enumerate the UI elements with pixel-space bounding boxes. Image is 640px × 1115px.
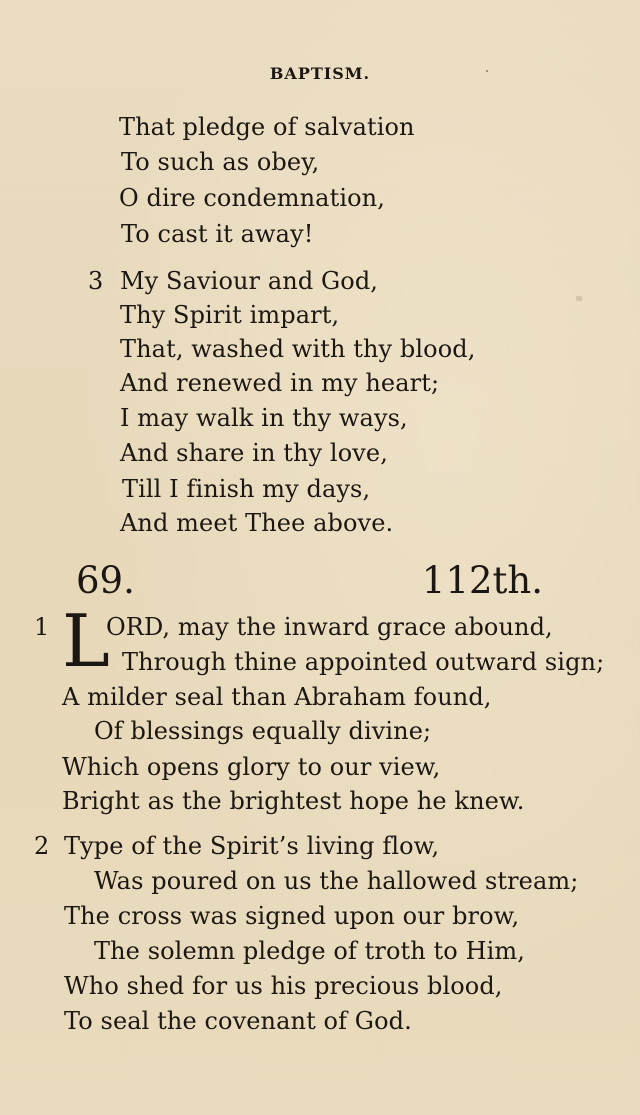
verse-line: Who shed for us his precious blood, <box>64 972 503 1000</box>
verse-line: Type of the Spirit’s living flow, <box>64 832 440 860</box>
verse-line: ORD, may the inward grace abound, <box>106 613 553 641</box>
verse-line: The solemn pledge of troth to Him, <box>94 937 525 965</box>
hymn-meter: 112th. <box>421 559 543 602</box>
verse-line: Through thine appointed outward sign; <box>122 648 605 676</box>
verse-line: To seal the covenant of God. <box>64 1007 412 1035</box>
verse-line: That pledge of salvation <box>119 113 415 141</box>
verse-line: Was poured on us the hallowed stream; <box>94 867 579 895</box>
stanza-number: 3 <box>88 267 104 295</box>
verse-line: Till I finish my days, <box>122 475 371 503</box>
verse-line: To cast it away! <box>121 220 314 248</box>
paper-speck <box>486 70 488 72</box>
verse-line: O dire condemnation, <box>119 184 385 212</box>
stanza-number: 1 <box>34 613 50 641</box>
verse-line: I may walk in thy ways, <box>120 404 408 432</box>
verse-line: My Saviour and God, <box>120 267 379 295</box>
drop-cap: L <box>62 599 110 683</box>
verse-line: And meet Thee above. <box>120 509 394 537</box>
verse-line: And renewed in my heart; <box>120 369 440 397</box>
verse-line: To such as obey, <box>121 148 320 176</box>
running-header: BAPTISM. <box>269 64 371 83</box>
stanza-number: 2 <box>34 832 50 860</box>
verse-line: Of blessings equally divine; <box>94 717 432 745</box>
verse-line: Thy Spirit impart, <box>120 301 340 329</box>
verse-line: The cross was signed upon our brow, <box>64 902 520 930</box>
verse-line: That, washed with thy blood, <box>120 335 476 363</box>
hymn-number: 69. <box>76 559 135 602</box>
verse-line: And share in thy love, <box>120 439 388 467</box>
verse-line: Bright as the brightest hope he knew. <box>62 787 525 815</box>
paper-speck <box>576 296 582 301</box>
verse-line: Which opens glory to our view, <box>62 753 441 781</box>
verse-line: A milder seal than Abraham found, <box>62 683 492 711</box>
